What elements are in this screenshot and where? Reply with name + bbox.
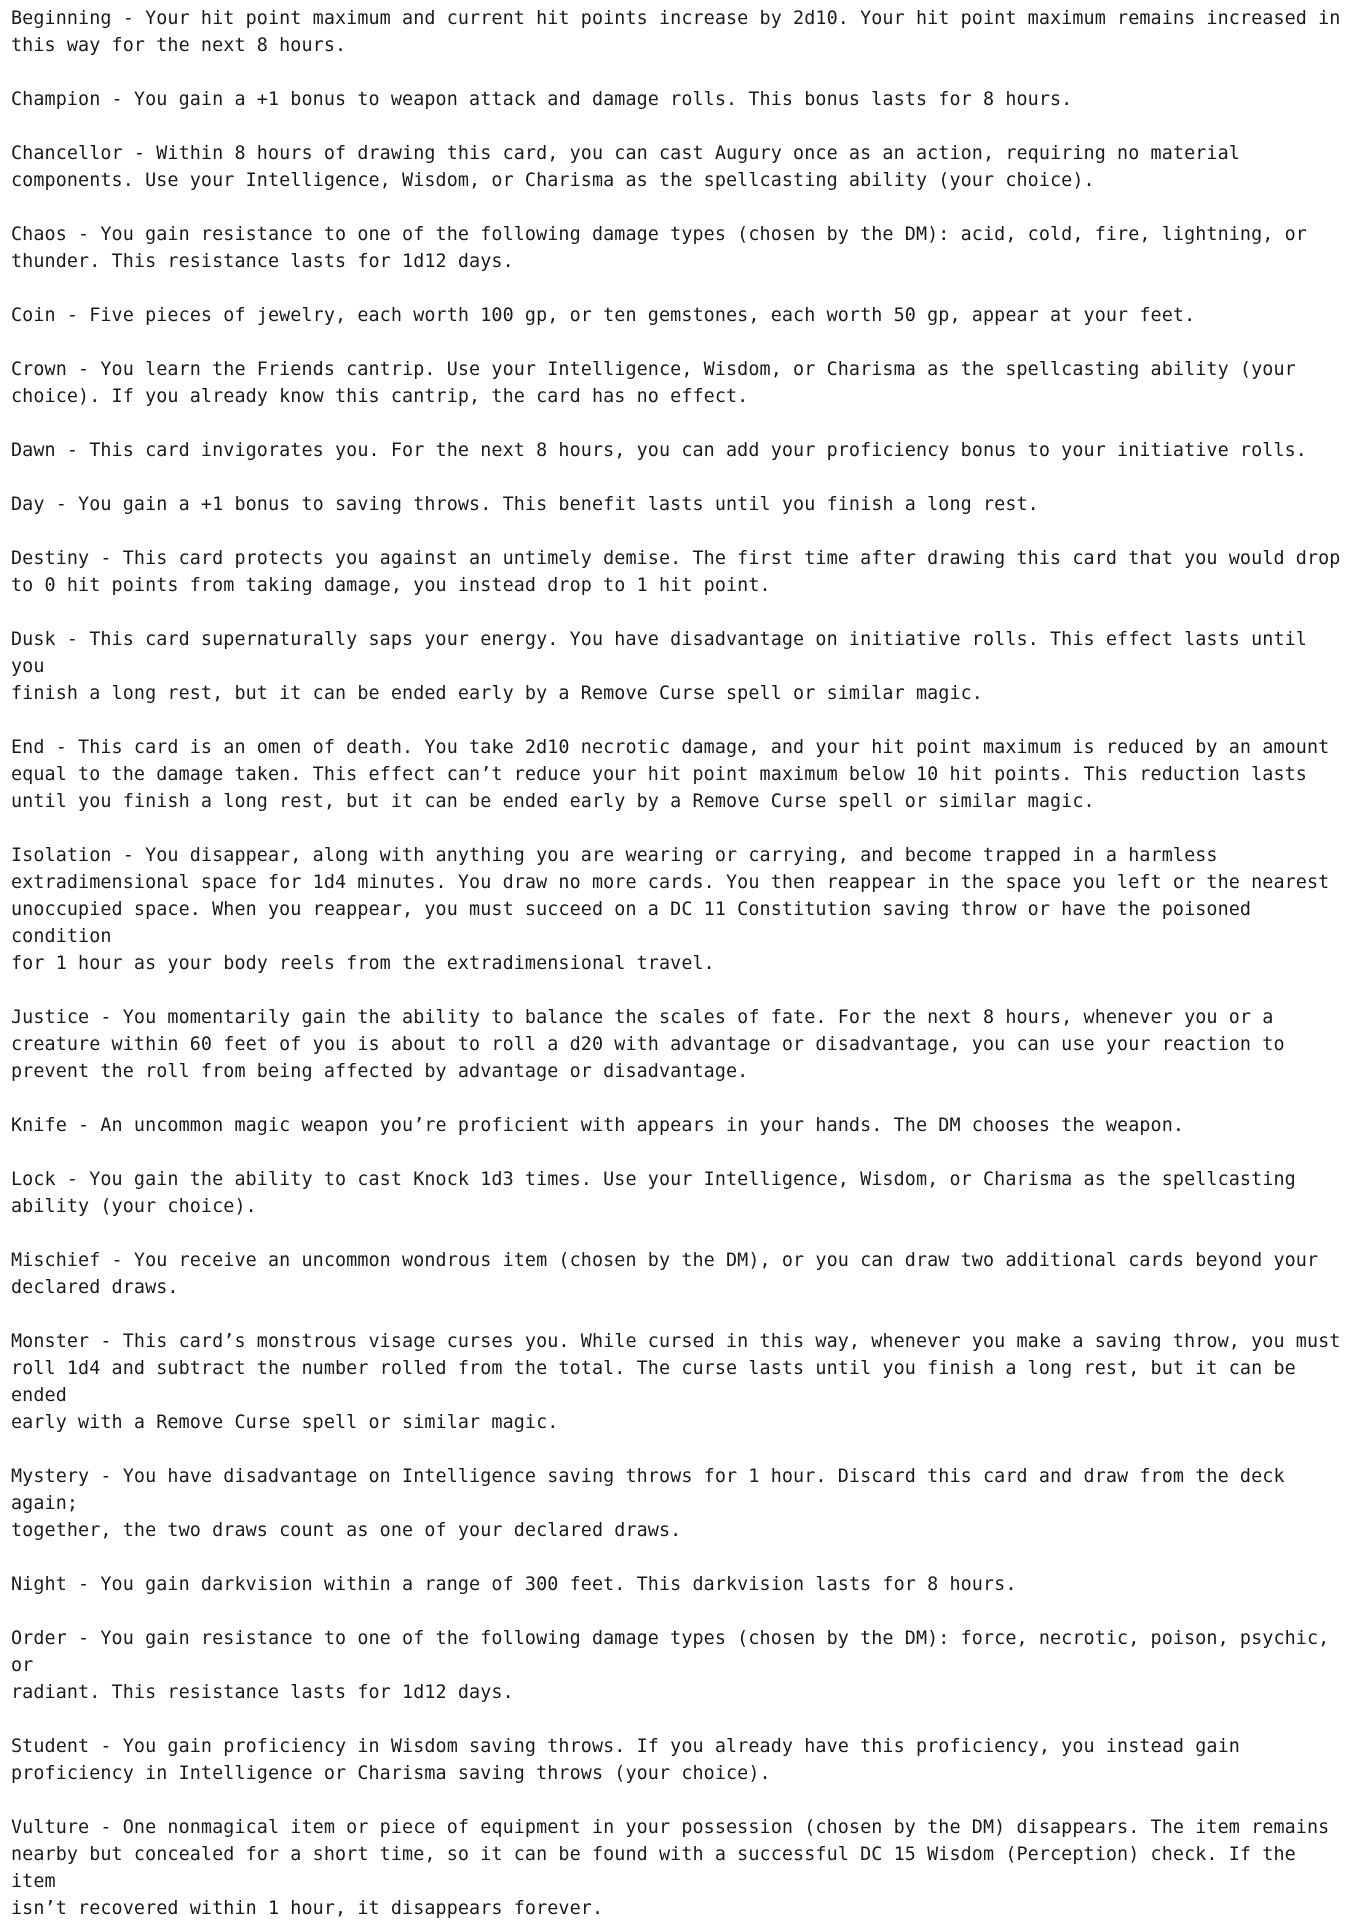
- card-entry-line: Chancellor - Within 8 hours of drawing this card, you can cast Augury once as an action, requiring no material: [11, 143, 1240, 164]
- card-entry-line: Vulture - One nonmagical item or piece of equipment in your possession (chosen by the DM) disappears. The item remains: [11, 1817, 1330, 1838]
- card-entry-line: components. Use your Intelligence, Wisdom, or Charisma as the spellcasting ability (your choice).: [11, 170, 1095, 191]
- card-entry-line: until you finish a long rest, but it can be ended early by a Remove Curse spell or similar magic.: [11, 791, 1095, 812]
- card-entry: [11, 437, 1344, 464]
- card-entry: [11, 1004, 1344, 1085]
- card-entry-line: Mischief - You receive an uncommon wondrous item (chosen by the DM), or you can draw two additional cards beyond your: [11, 1250, 1319, 1271]
- card-entry-line: nearby but concealed for a short time, so it can be found with a successful DC 15 Wisdom (Perception) check. If the item: [11, 1844, 1307, 1892]
- card-entry-line: this way for the next 8 hours.: [11, 35, 347, 56]
- card-entry-line: early with a Remove Curse spell or similar magic.: [11, 1412, 559, 1433]
- card-entry-line: Dawn - This card invigorates you. For the next 8 hours, you can add your proficiency bonus to your initiative rolls.: [11, 440, 1307, 461]
- card-entry-line: Destiny - This card protects you against an untimely demise. The first time after drawing this card that you would drop: [11, 548, 1341, 569]
- card-entry-line: proficiency in Intelligence or Charisma saving throws (your choice).: [11, 1763, 771, 1784]
- card-entry: [11, 302, 1344, 329]
- card-entry-line: unoccupied space. When you reappear, you must succeed on a DC 11 Constitution saving throw or have the poisoned condition: [11, 899, 1263, 947]
- card-entry-line: Dusk - This card supernaturally saps your energy. You have disadvantage on initiative rolls. This effect lasts until you: [11, 629, 1319, 677]
- card-entry: [11, 1733, 1344, 1787]
- card-entry-line: Beginning - Your hit point maximum and current hit points increase by 2d10. Your hit point maximum remains increased in: [11, 8, 1341, 29]
- card-entry: [11, 491, 1344, 518]
- card-entry: [11, 221, 1344, 275]
- card-entry-line: ability (your choice).: [11, 1196, 257, 1217]
- card-entry: [11, 86, 1344, 113]
- card-entry: [11, 1112, 1344, 1139]
- card-entry-line: Order - You gain resistance to one of the following damage types (chosen by the DM): force, necrotic, poison, psychic, or: [11, 1628, 1341, 1676]
- card-entry-line: Lock - You gain the ability to cast Knock 1d3 times. Use your Intelligence, Wisdom, or Charisma as the spellcasting: [11, 1169, 1296, 1190]
- card-entry-line: isn’t recovered within 1 hour, it disappears forever.: [11, 1898, 604, 1919]
- card-entry-line: Mystery - You have disadvantage on Intelligence saving throws for 1 hour. Discard this card and draw from the deck again;: [11, 1466, 1296, 1514]
- card-entry: [11, 626, 1344, 707]
- card-entry-line: Night - You gain darkvision within a range of 300 feet. This darkvision lasts for 8 hours.: [11, 1574, 1017, 1595]
- card-entry-line: Crown - You learn the Friends cantrip. Use your Intelligence, Wisdom, or Charisma as the spellcasting ability (your: [11, 359, 1296, 380]
- card-entry: [11, 1571, 1344, 1598]
- card-entry: [11, 1814, 1344, 1922]
- card-entry-line: Monster - This card’s monstrous visage curses you. While cursed in this way, whenever you make a saving throw, you must: [11, 1331, 1341, 1352]
- card-entry: [11, 734, 1344, 815]
- card-entry-line: to 0 hit points from taking damage, you instead drop to 1 hit point.: [11, 575, 771, 596]
- card-entry-line: Coin - Five pieces of jewelry, each worth 100 gp, or ten gemstones, each worth 50 gp, appear at your feet.: [11, 305, 1196, 326]
- card-entry-line: roll 1d4 and subtract the number rolled from the total. The curse lasts until you finish a long rest, but it can be ended: [11, 1358, 1307, 1406]
- card-entry: [11, 1463, 1344, 1544]
- card-entry: [11, 842, 1344, 977]
- card-entry-line: finish a long rest, but it can be ended early by a Remove Curse spell or similar magic.: [11, 683, 983, 704]
- card-entry-line: for 1 hour as your body reels from the extradimensional travel.: [11, 953, 715, 974]
- card-entry-line: Champion - You gain a +1 bonus to weapon attack and damage rolls. This bonus lasts for 8 hours.: [11, 89, 1073, 110]
- card-entry-line: equal to the damage taken. This effect can’t reduce your hit point maximum below 10 hit points. This reduction lasts: [11, 764, 1307, 785]
- card-entry-line: Justice - You momentarily gain the ability to balance the scales of fate. For the next 8 hours, whenever you or a: [11, 1007, 1274, 1028]
- card-entry: [11, 1328, 1344, 1436]
- card-entry-line: Knife - An uncommon magic weapon you’re proficient with appears in your hands. The DM chooses the weapon.: [11, 1115, 1185, 1136]
- card-entry-line: Day - You gain a +1 bonus to saving throws. This benefit lasts until you finish a long rest.: [11, 494, 1039, 515]
- card-entry: [11, 1166, 1344, 1220]
- card-entry: [11, 1625, 1344, 1706]
- card-entry: [11, 140, 1344, 194]
- card-entry-line: radiant. This resistance lasts for 1d12 days.: [11, 1682, 514, 1703]
- card-entry-line: Student - You gain proficiency in Wisdom saving throws. If you already have this proficiency, you instead gain: [11, 1736, 1240, 1757]
- card-entry: [11, 1247, 1344, 1301]
- card-entry-line: thunder. This resistance lasts for 1d12 days.: [11, 251, 514, 272]
- card-entry-line: Chaos - You gain resistance to one of the following damage types (chosen by the DM): acid, cold, fire, lightning, or: [11, 224, 1307, 245]
- card-entry: [11, 545, 1344, 599]
- card-entry-line: together, the two draws count as one of your declared draws.: [11, 1520, 682, 1541]
- card-entry-line: prevent the roll from being affected by advantage or disadvantage.: [11, 1061, 749, 1082]
- card-entry-line: extradimensional space for 1d4 minutes. You draw no more cards. You then reappear in the space you left or the nearest: [11, 872, 1330, 893]
- card-entry-line: End - This card is an omen of death. You take 2d10 necrotic damage, and your hit point maximum is reduced by an amount: [11, 737, 1330, 758]
- card-entry-line: choice). If you already know this cantrip, the card has no effect.: [11, 386, 749, 407]
- card-entry: [11, 356, 1344, 410]
- card-entry-line: creature within 60 feet of you is about to roll a d20 with advantage or disadvantage, you can use your reaction to: [11, 1034, 1285, 1055]
- card-entry-line: declared draws.: [11, 1277, 179, 1298]
- card-entry-line: Isolation - You disappear, along with anything you are wearing or carrying, and become trapped in a harmless: [11, 845, 1218, 866]
- card-entry: [11, 5, 1344, 59]
